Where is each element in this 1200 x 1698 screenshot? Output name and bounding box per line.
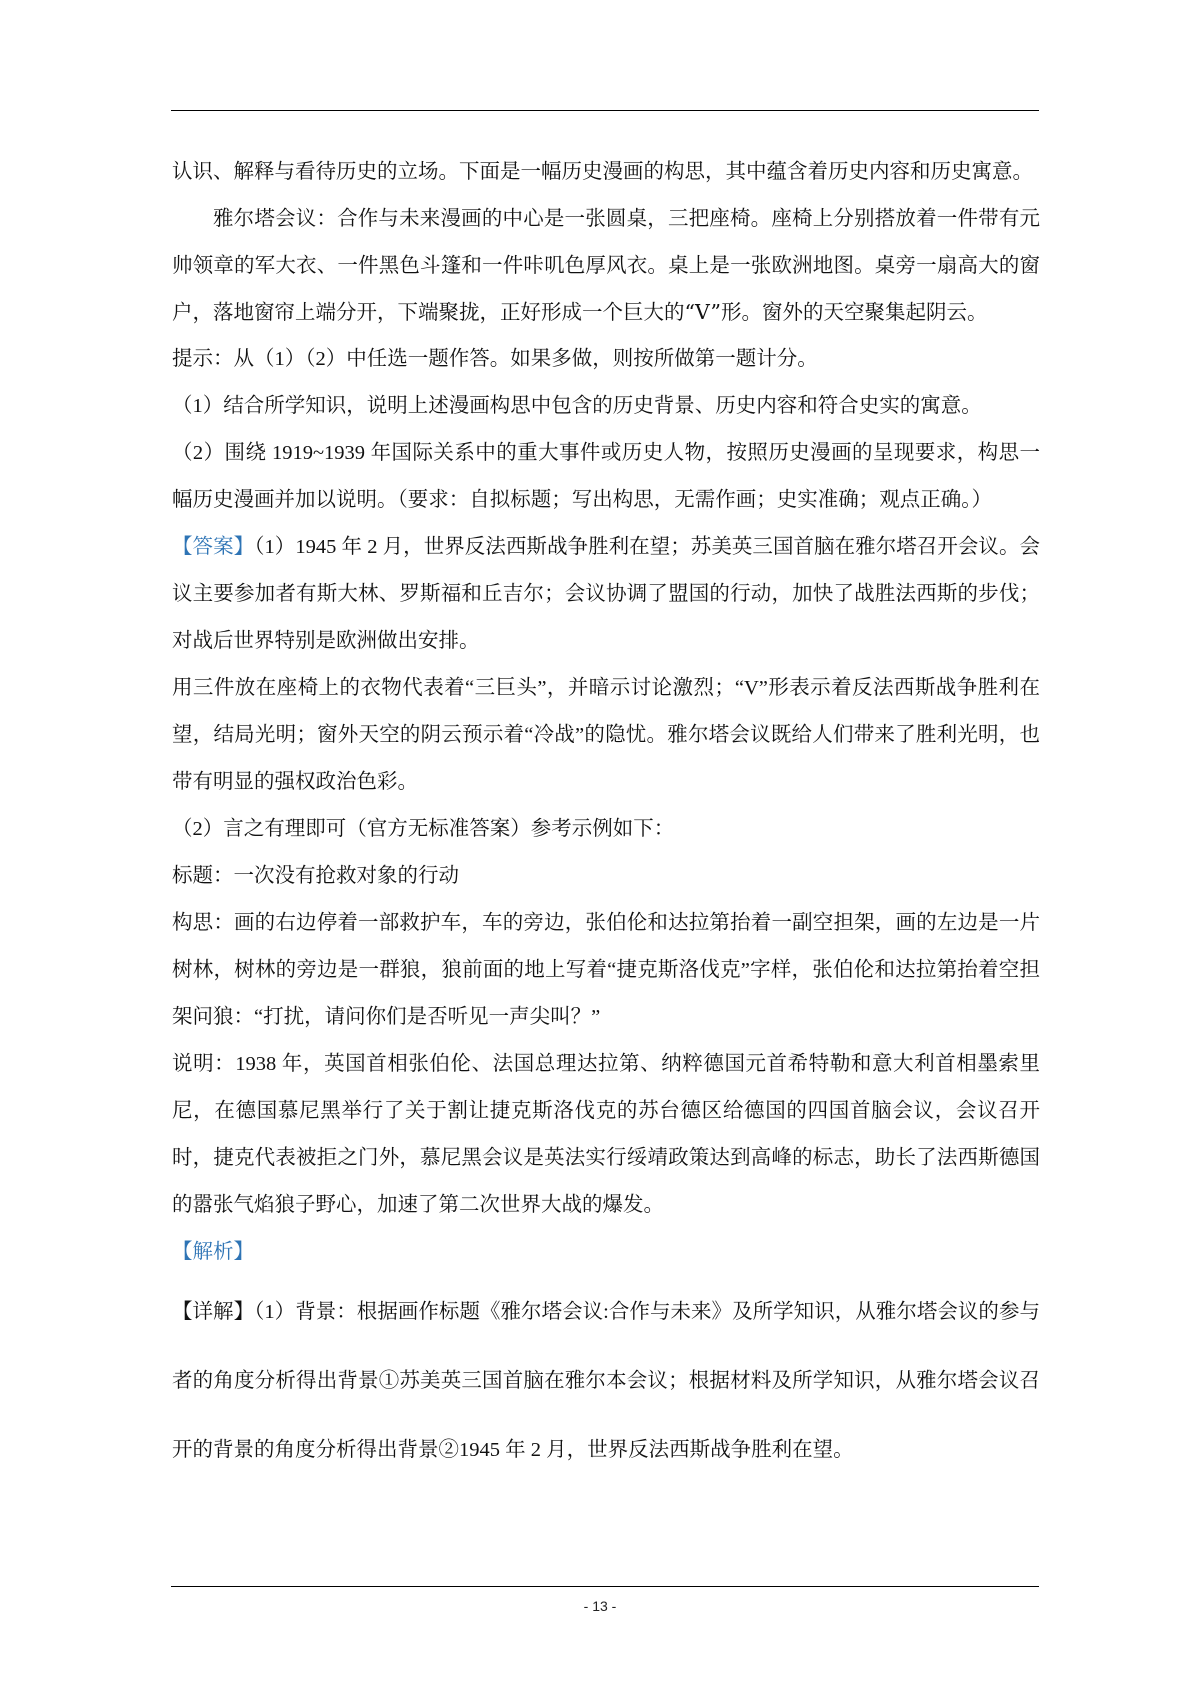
footer-rule	[171, 1586, 1039, 1587]
header-rule	[171, 110, 1039, 111]
answer-tag: 【答案】	[172, 536, 255, 558]
question-2: （2）围绕 1919~1939 年国际关系中的重大事件或历史人物，按照历史漫画的呈现要求，构思一幅历史漫画并加以说明。（要求：自拟标题；写出构思，无需作画；史实准确；观点正确。）	[172, 442, 1040, 511]
detail-text: （1）背景：根据画作标题《雅尔塔会议:合作与未来》及所学知识，从雅尔塔会议的参与者的角度分析得出背景①苏美英三国首脑在雅尔本会议；根据材料及所学知识，从雅尔塔会议召开的背景的角度分析得出背景②1945 年 2 月，世界反法西斯战争胜利在望。	[172, 1301, 1040, 1461]
hint-line: 提示：从（1）（2）中任选一题作答。如果多做，则按所做第一题计分。	[172, 348, 818, 370]
answer-paragraph-1	[172, 524, 1040, 665]
question-1: （1）结合所学知识，说明上述漫画构思中包含的历史背景、历史内容和符合史实的寓意。	[172, 395, 982, 417]
answer-paragraph-1b: 用三件放在座椅上的衣物代表着“三巨头”，并暗示讨论激烈；“V”形表示着反法西斯战争胜利在望，结局光明；窗外天空的阴云预示着“冷战”的隐忧。雅尔塔会议既给人们带来了胜利光明，也带有明显的强权政治色彩。	[172, 677, 1040, 793]
answer-1-text: （1）1945 年 2 月，世界反法西斯战争胜利在望；苏美英三国首脑在雅尔塔召开会议。会议主要参加者有斯大林、罗斯福和丘吉尔；会议协调了盟国的行动，加快了战胜法西斯的步伐；对战后世界特别是欧洲做出安排。	[172, 536, 1041, 652]
page-body	[172, 148, 1040, 1485]
example-concept: 构思：画的右边停着一部救护车，车的旁边，张伯伦和达拉第抬着一副空担架，画的左边是一片树林，树林的旁边是一群狼，狼前面的地上写着“捷克斯洛伐克”字样，张伯伦和达拉第抬着空担架问狼：“打扰，请问你们是否听见一声尖叫？”	[172, 912, 1040, 1028]
page-number: - 13 -	[583, 1598, 617, 1614]
intro-paragraph: 认识、解释与看待历史的立场。下面是一幅历史漫画的构思，其中蕴含着历史内容和历史寓意。	[172, 159, 1033, 183]
answer-paragraph-2: （2）言之有理即可（官方无标准答案）参考示例如下：	[172, 818, 675, 840]
example-title: 标题：一次没有抢救对象的行动	[172, 865, 459, 887]
cartoon-description: 雅尔塔会议：合作与未来漫画的中心是一张圆桌，三把座椅。座椅上分别搭放着一件带有元帅领章的军大衣、一件黑色斗篷和一件咔叽色厚风衣。桌上是一张欧洲地图。桌旁一扇高大的窗户，落地窗帘上端分开，下端聚拢，正好形成一个巨大的“V”形。窗外的天空聚集起阴云。	[172, 206, 1040, 324]
detail-tag: 【详解】	[172, 1301, 255, 1323]
analysis-tag: 【解析】	[172, 1241, 254, 1263]
example-explanation: 说明：1938 年，英国首相张伯伦、法国总理达拉第、纳粹德国元首希特勒和意大利首相墨索里尼，在德国慕尼黑举行了关于割让捷克斯洛伐克的苏台德区给德国的四国首脑会议，会议召开时，捷克代表被拒之门外，慕尼黑会议是英法实行绥靖政策达到高峰的标志，助长了法西斯德国的嚣张气焰狼子野心，加速了第二次世界大战的爆发。	[172, 1053, 1040, 1216]
detail-paragraph	[172, 1278, 1040, 1485]
